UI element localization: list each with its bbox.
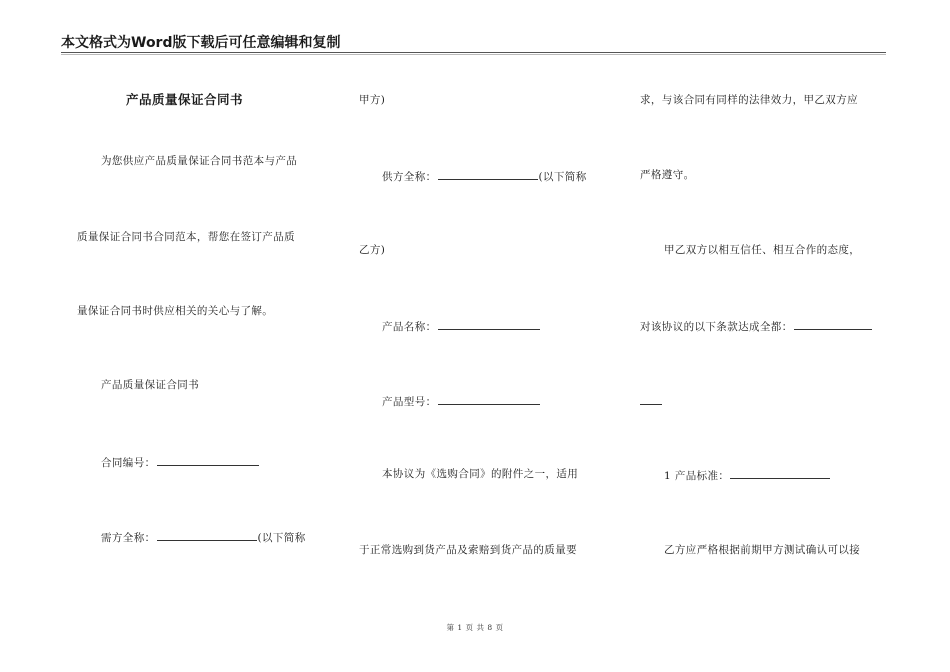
product-model-label: 产品型号： bbox=[382, 396, 437, 408]
product-standard-field bbox=[664, 467, 831, 483]
product-standard-label: 1 产品标准： bbox=[664, 470, 730, 482]
buyer-continuation: 甲方) bbox=[359, 94, 386, 106]
product-name-field bbox=[382, 318, 541, 334]
supplier-field bbox=[382, 168, 587, 184]
agreement-line-1: 本协议为《选购合同》的附件之一，适用 bbox=[382, 468, 579, 480]
intro-line-1: 为您供应产品质量保证合同书范本与产品 bbox=[101, 155, 298, 167]
supplier-continuation: 乙方) bbox=[359, 244, 386, 256]
product-name-blank bbox=[438, 318, 540, 330]
header-rule-secondary bbox=[61, 54, 886, 55]
document-title: 产品质量保证合同书 bbox=[126, 92, 244, 107]
consensus-line-2 bbox=[640, 318, 873, 334]
contract-number-label: 合同编号： bbox=[101, 457, 156, 469]
consensus-blank-continuation bbox=[640, 393, 662, 409]
supplier-label: 供方全称： bbox=[382, 171, 437, 183]
product-model-field bbox=[382, 393, 541, 409]
header-rule bbox=[61, 52, 886, 53]
consensus-blank bbox=[794, 318, 872, 330]
product-model-blank bbox=[438, 393, 540, 405]
supplier-suffix: (以下简称 bbox=[538, 171, 587, 183]
consensus-line-1: 甲乙双方以相互信任、相互合作的态度， bbox=[664, 244, 861, 256]
page-footer: 第 1 页 共 8 页 bbox=[446, 623, 504, 632]
continuation-line-2: 严格遵守。 bbox=[640, 169, 695, 181]
product-name-label: 产品名称： bbox=[382, 321, 437, 333]
intro-line-3: 量保证合同书时供应相关的关心与了解。 bbox=[77, 305, 274, 317]
buyer-field bbox=[101, 529, 306, 545]
contract-number-blank bbox=[157, 454, 259, 466]
buyer-label: 需方全称： bbox=[101, 532, 156, 544]
supplier-blank bbox=[438, 168, 538, 180]
agreement-line-2: 于正常选购到货产品及索赔到货产品的质量要 bbox=[359, 544, 577, 556]
continuation-line-1: 求，与该合同有同样的法律效力，甲乙双方应 bbox=[640, 94, 858, 106]
section-subtitle: 产品质量保证合同书 bbox=[101, 379, 200, 391]
product-standard-blank bbox=[730, 467, 830, 479]
consensus-blank-tail bbox=[640, 393, 662, 405]
document-header: 本文格式为Word版下载后可任意编辑和复制 bbox=[61, 35, 341, 51]
buyer-blank bbox=[157, 529, 257, 541]
buyer-suffix: (以下简称 bbox=[257, 532, 306, 544]
contract-number-field bbox=[101, 454, 260, 470]
product-standard-text: 乙方应严格根据前期甲方测试确认可以接 bbox=[664, 544, 861, 556]
intro-line-2: 质量保证合同书合同范本，帮您在签订产品质 bbox=[77, 231, 295, 243]
consensus-text: 对该协议的以下条款达成全都： bbox=[640, 321, 793, 333]
